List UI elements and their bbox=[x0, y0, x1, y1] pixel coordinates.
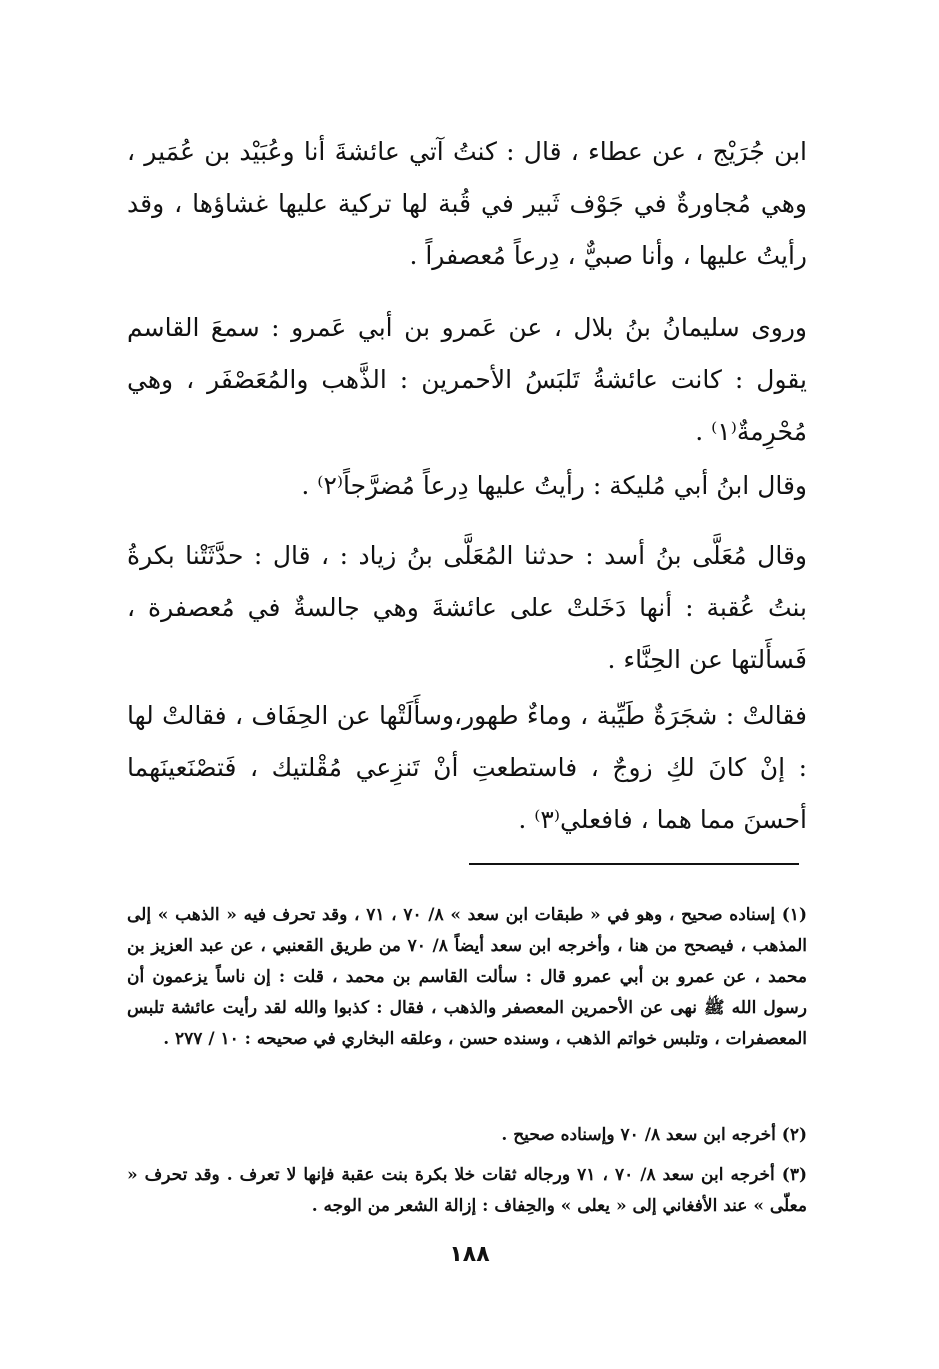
page-number: ١٨٨ bbox=[449, 1242, 490, 1267]
footnote-divider bbox=[469, 863, 799, 865]
footnote-number: (٣) bbox=[781, 1165, 808, 1185]
footnote-text: إسناده صحيح ، وهو في « طبقات ابن سعد » ٨/ ٧٠ ، ٧١ ، وقد تحرف فيه « الذهب » إلى المذهب ، فيصحح من هنا ، وأخرجه ابن سعد أيضاً ٨/ ٧٠ من طريق القعنبي ، عن عبد العزيز بن محمد ، عن عمرو بن أبي عمرو قال : سألت القاسم بن محمد ، قلت : إن ناساً يزعمون أن رسول الله ﷺ نهى عن الأحمرين المعصفر والذهب ، فقال : كذبوا والله لقد رأيت عائشة تلبس المعصفرات ، وتلبس خواتم الذهب ، وسنده حسن ، وعلقه البخاري في صحيحه : ١٠ / ٢٧٧ . bbox=[127, 905, 807, 1049]
main-text-paragraph-1 bbox=[127, 126, 807, 282]
main-text-paragraph-2 bbox=[127, 302, 807, 458]
footnote-text: أخرجه ابن سعد ٨/ ٧٠ وإسناده صحيح . bbox=[501, 1125, 776, 1145]
paragraph-text: ابن جُرَيْج ، عن عطاء ، قال : كنتُ آتي عائشةَ أنا وعُبَيْد بن عُمَير ، وهي مُجاورةٌ في جَوْف ثَبير في قُبة لها تركية عليها غشاؤها ، وقد رأيتُ عليها ، وأنا صبيٌّ ، دِرعاً مُعصفراً . bbox=[127, 137, 807, 270]
paragraph-text: فقالتْ : شجَرَةٌ طَيِّبة ، وماءٌ طهور،وسأَلَتْها عن الحِفَاف ، فقالتْ لها : إنْ كانَ لكِ زوجٌ ، فاستطعتِ أنْ تَنزِعي مُقْلتيك ، فَتصْنَعينَهما أحسنَ مما هما ، فافعلي⁽٣⁾ . bbox=[127, 701, 807, 834]
footnote-1 bbox=[127, 900, 807, 1055]
paragraph-text: وقال مُعَلَّى بنُ أسد : حدثنا المُعَلَّى بنُ زياد : ، قال : حدَّثَتْنا بكرةُ بنتُ عُقبة : أنها دَخَلتْ على عائشةَ وهي جالسةٌ في مُعصفرة ، فَسأَلتها عن الحِنَّاء . bbox=[127, 541, 807, 674]
main-text-paragraph-5 bbox=[127, 690, 807, 846]
footnote-text: أخرجه ابن سعد ٨/ ٧٠ ، ٧١ ورجاله ثقات خلا بكرة بنت عقبة فإنها لا تعرف . وقد تحرف « معلّى » عند الأفغاني إلى « يعلى » والحِفاف : إزالة الشعر من الوجه . bbox=[127, 1165, 807, 1216]
paragraph-text: وروى سليمانُ بنُ بلال ، عن عَمرو بن أبي عَمرو : سمعَ القاسم يقول : كانت عائشةُ تَلبَسُ الأحمرين : الذَّهب والمُعَصْفَر ، وهي مُحْرِمةٌ⁽١⁾ . bbox=[127, 313, 807, 446]
main-text-paragraph-3 bbox=[127, 460, 807, 512]
footnote-number: (١) bbox=[781, 905, 807, 925]
footnote-number: (٢) bbox=[781, 1125, 807, 1145]
footnote-3 bbox=[127, 1160, 807, 1222]
footnote-2 bbox=[127, 1120, 807, 1151]
paragraph-text: وقال ابنُ أبي مُليكة : رأيتُ عليها دِرعاً مُضرَّجاً⁽٢⁾ . bbox=[301, 471, 807, 500]
main-text-paragraph-4 bbox=[127, 530, 807, 686]
